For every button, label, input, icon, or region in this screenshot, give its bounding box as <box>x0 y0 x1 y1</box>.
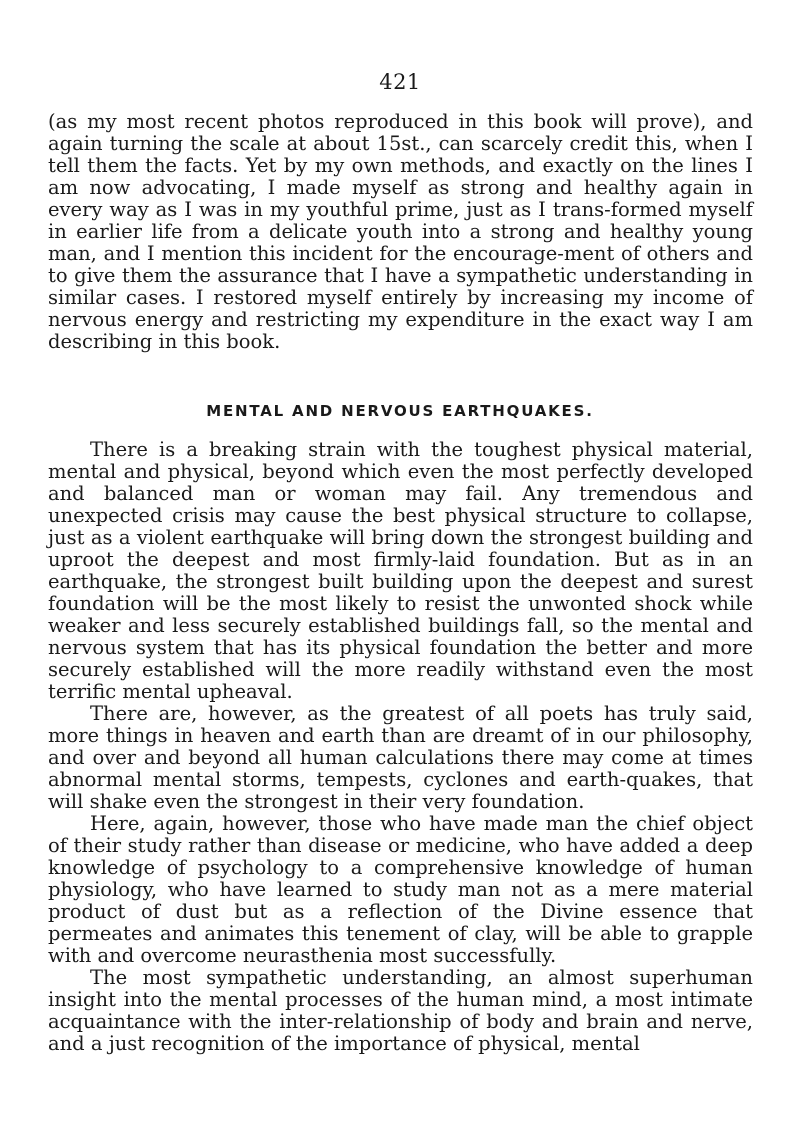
page-number: 421 <box>379 70 421 94</box>
paragraph: There is a breaking strain with the toughest physical material, mental and physical, beyond which even the most perfectly developed and balanced man or woman may fail. Any tremendous and unexpected crisis may cause the best physical structure to collapse, just as a violent earthquake will bring down the strongest building and uproot the deepest and most firmly-laid foundation. But as in an earthquake, the strongest built building upon the deepest and surest foundation will be the most likely to resist the unwonted shock while weaker and less securely established buildings fall, so the mental and nervous system that has its physical foundation the better and more securely established will the more readily withstand even the most terrific mental upheaval. <box>48 438 753 703</box>
paragraph: There are, however, as the greatest of all poets has truly said, more things in heaven and earth than are dreamt of in our philosophy, and over and beyond all human calculations there may come at times abnormal mental storms, tempests, cyclones and earth-quakes, that will shake even the strongest in their very foundation. <box>48 702 753 813</box>
section-heading: MENTAL AND NERVOUS EARTHQUAKES. <box>206 402 594 420</box>
paragraph: Here, again, however, those who have made man the chief object of their study rather than disease or medicine, who have added a deep knowledge of psychology to a comprehensive knowledge of human physiology, who have learned to study man not as a mere material product of dust but as a reflection of the Divine essence that permeates and animates this tenement of clay, will be able to grapple with and overcome neurasthenia most successfully. <box>48 812 753 967</box>
text-block-body <box>48 439 753 1055</box>
text-block-top <box>48 111 753 353</box>
paragraph-continued: (as my most recent photos reproduced in this book will prove), and again turning the scale at about 15st., can scarcely credit this, when I tell them the facts. Yet by my own methods, and exactly on the lines I am now advocating, I made myself as strong and healthy again in every way as I was in my youthful prime, just as I trans-formed myself in earlier life from a delicate youth into a strong and healthy young man, and I mention this incident for the encourage-ment of others and to give them the assurance that I have a sympathetic understanding in similar cases. I restored myself entirely by increasing my income of nervous energy and restricting my expenditure in the exact way I am describing in this book. <box>48 110 753 353</box>
paragraph: The most sympathetic understanding, an almost superhuman insight into the mental processes of the human mind, a most intimate acquaintance with the inter-relationship of body and brain and nerve, and a just recognition of the importance of physical, mental <box>48 966 753 1055</box>
